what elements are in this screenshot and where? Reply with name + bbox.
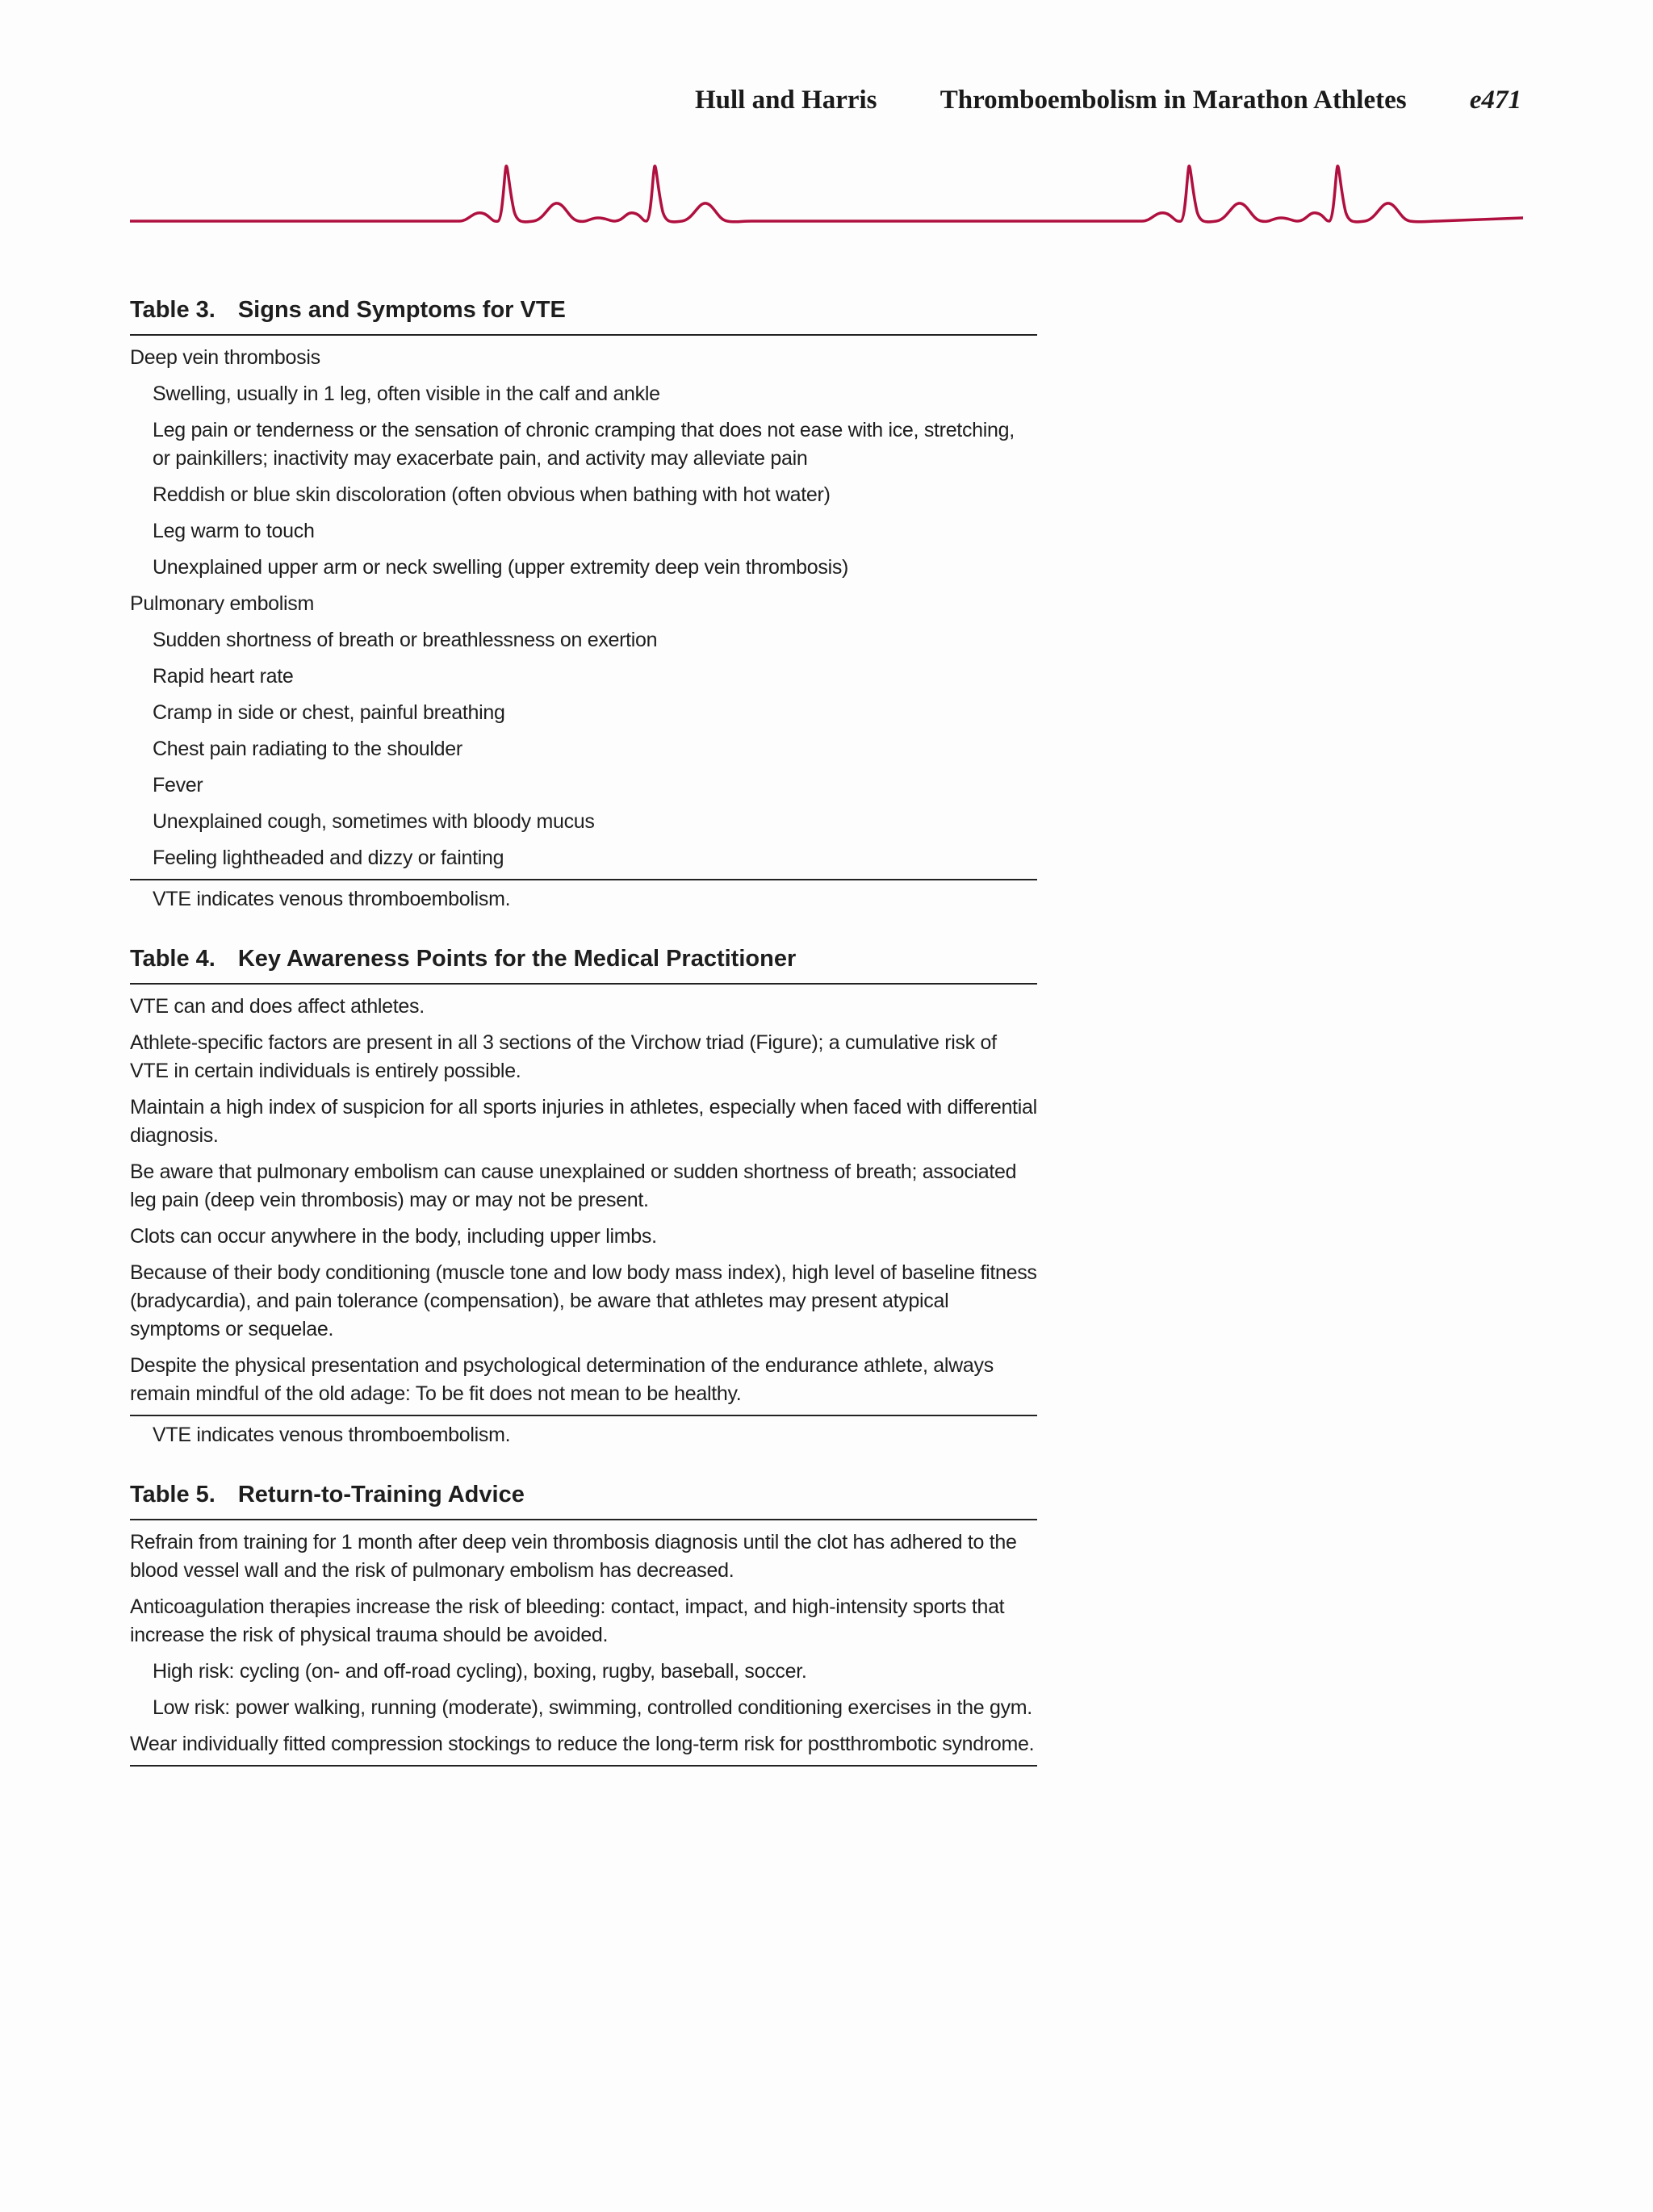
table-row: Wear individually fitted compression stockings to reduce the long-term risk for postthrombotic syndrome.: [130, 1733, 1035, 1755]
table-row: Low risk: power walking, running (moderate), swimming, controlled conditioning exercises in the gym.: [153, 1696, 1032, 1719]
table-row: Because of their body conditioning (muscle tone and low body mass index), high level of baseline fitness (bradycardia), and pain tolerance (compensation), be aware that athletes may present atypical symptoms or sequelae.: [130, 1261, 1037, 1340]
running-head: [695, 87, 1521, 114]
table-5: [130, 1478, 1037, 1767]
table-row: Sudden shortness of breath or breathlessness on exertion: [153, 629, 658, 651]
table-caption: [130, 943, 1037, 985]
table-row: Refrain from training for 1 month after deep vein thrombosis diagnosis until the clot has adhered to the blood vessel wall and the risk of pulmonary embolism has decreased.: [130, 1531, 1017, 1582]
table-row: Be aware that pulmonary embolism can cause unexplained or sudden shortness of breath; associated leg pain (deep vein thrombosis) may or may not be present.: [130, 1160, 1017, 1211]
table-row: Reddish or blue skin discoloration (often obvious when bathing with hot water): [153, 483, 831, 506]
table-number: Table 5.: [130, 1482, 216, 1507]
table-row: Fever: [153, 774, 203, 797]
table-spacer: [130, 914, 1037, 943]
table-title: Signs and Symptoms for VTE: [237, 297, 566, 323]
table-row: VTE can and does affect athletes.: [130, 995, 425, 1018]
table-row: Chest pain radiating to the shoulder: [153, 738, 462, 760]
table-number: Table 4.: [130, 946, 216, 972]
table-footnote: VTE indicates venous thromboembolism.: [153, 888, 511, 910]
table-row: Feeling lightheaded and dizzy or fainting: [153, 847, 504, 869]
page-number: e471: [1469, 86, 1521, 115]
table-body: [130, 985, 1037, 1416]
running-head-authors: Hull and Harris: [694, 86, 877, 115]
table-row: Athlete-specific factors are present in all 3 sections of the Virchow triad (Figure); a cumulative risk of VTE in certain individuals is entirely possible.: [130, 1031, 997, 1082]
table-caption: [130, 1478, 1037, 1520]
table-title: Key Awareness Points for the Medical Practitioner: [237, 946, 797, 972]
table-body: [130, 1520, 1037, 1767]
table-title: Return-to-Training Advice: [237, 1482, 525, 1507]
table-row: Leg pain or tenderness or the sensation of chronic cramping that does not ease with ice, stretching, or painkillers; inactivity may exacerbate pain, and activity may alleviate pain: [153, 419, 1015, 470]
table-row: Anticoagulation therapies increase the risk of bleeding: contact, impact, and high-intensity sports that increase the risk of physical trauma should be avoided.: [130, 1595, 1005, 1646]
table-row: Rapid heart rate: [153, 665, 294, 688]
running-head-title: Thromboembolism in Marathon Athletes: [939, 86, 1407, 115]
table-row: Unexplained cough, sometimes with bloody mucus: [153, 810, 595, 833]
table-row: Deep vein thrombosis: [130, 346, 320, 369]
tables-column: [130, 294, 1037, 1767]
table-3: [130, 294, 1037, 914]
table-row: Cramp in side or chest, painful breathing: [153, 701, 505, 724]
table-footnote: VTE indicates venous thromboembolism.: [153, 1424, 511, 1446]
table-number: Table 3.: [130, 297, 216, 323]
table-spacer: [130, 1449, 1037, 1478]
table-row: Unexplained upper arm or neck swelling (upper extremity deep vein thrombosis): [153, 556, 849, 579]
table-row: Swelling, usually in 1 leg, often visible in the calf and ankle: [153, 383, 660, 405]
table-row: Pulmonary embolism: [130, 592, 315, 615]
table-row: Despite the physical presentation and psychological determination of the endurance athlete, always remain mindful of the old adage: To be fit does not mean to be healthy.: [130, 1354, 994, 1405]
table-row: Leg warm to touch: [153, 520, 315, 542]
ecg-trace-icon: [130, 153, 1523, 234]
table-row: Maintain a high index of suspicion for all sports injuries in athletes, especially when faced with differential diagnosis.: [130, 1096, 1037, 1147]
table-row: Clots can occur anywhere in the body, including upper limbs.: [130, 1225, 657, 1248]
table-4: [130, 943, 1037, 1449]
table-row: High risk: cycling (on- and off-road cycling), boxing, rugby, baseball, soccer.: [153, 1660, 807, 1683]
table-body: [130, 336, 1037, 880]
table-caption: [130, 294, 1037, 336]
